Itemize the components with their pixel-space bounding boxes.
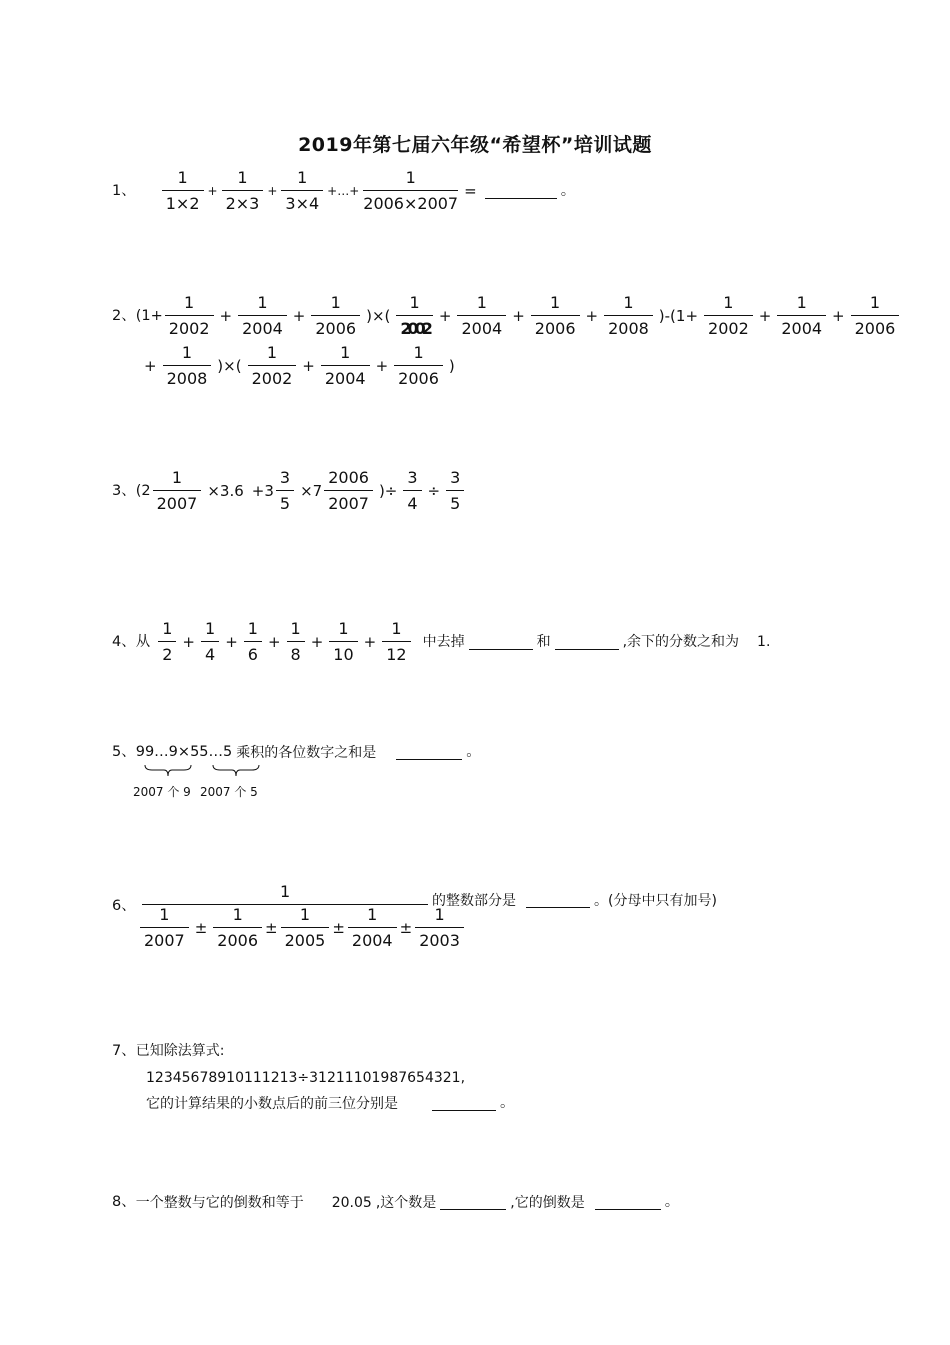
- value-twenty-point-zero-five: 20.05: [331, 1194, 372, 1211]
- numerator: 1: [177, 168, 188, 187]
- numerator: 1: [623, 293, 634, 312]
- period: 。: [500, 1095, 515, 1112]
- fives-number: 55…5: [190, 744, 233, 761]
- plus-sign: +: [292, 306, 306, 325]
- division-expression: 12345678910111213÷31211101987654321,: [146, 1070, 466, 1086]
- denominator: 2002: [396, 315, 433, 337]
- question-8: [112, 1195, 679, 1210]
- ellipsis-sign: +…+: [327, 184, 360, 198]
- fraction: [281, 170, 323, 212]
- paren-times: )×(: [217, 356, 242, 375]
- numerator: 1: [869, 293, 881, 312]
- fraction: [222, 170, 264, 212]
- text-first-three-decimals: 它的计算结果的小数点后的前三位分别是: [146, 1095, 398, 1112]
- question-number: 1、: [112, 182, 136, 199]
- numerator: 3: [450, 468, 461, 487]
- numerator: 1: [391, 619, 402, 638]
- answer-blank-1[interactable]: [469, 635, 533, 650]
- question-7-expression: [146, 1071, 465, 1085]
- brace-under-fives: [212, 764, 260, 778]
- page-title: 2019年第七届六年级“希望杯”培训试题: [298, 134, 652, 156]
- fraction: [382, 621, 410, 663]
- question-2: [112, 295, 901, 337]
- fraction: [329, 621, 357, 663]
- plus-sign: +: [375, 356, 389, 375]
- plus-sign: +: [310, 632, 324, 651]
- fraction: [244, 621, 262, 663]
- fraction: [457, 295, 506, 337]
- plus-minus-sign: ±: [265, 918, 278, 937]
- times-sign: ×: [177, 744, 191, 761]
- plus-sign: +: [182, 632, 195, 651]
- plus-sign: +: [225, 632, 238, 651]
- denominator: 2005: [281, 927, 330, 949]
- numerator: 1: [232, 905, 243, 924]
- denominator: 2004: [238, 315, 287, 337]
- numerator: 1: [413, 343, 424, 362]
- numerator: 1: [171, 468, 183, 487]
- plus-sign: +: [438, 306, 452, 325]
- question-3: [112, 470, 466, 512]
- fraction: [415, 907, 464, 949]
- plus-sign: +: [267, 184, 278, 198]
- fraction: [363, 170, 458, 212]
- numerator: 3: [279, 468, 291, 487]
- numerator: 1: [476, 293, 487, 312]
- plus-sign: +: [144, 356, 157, 375]
- plus-minus-sign: ±: [332, 918, 345, 937]
- denominator: 2007: [324, 490, 373, 512]
- answer-blank-reciprocal[interactable]: [595, 1195, 661, 1210]
- numerator: 1: [405, 168, 416, 187]
- plus-three: +3: [251, 481, 274, 500]
- fraction: [311, 295, 360, 337]
- paren-times: )×(: [366, 306, 391, 325]
- question-number: 6、: [112, 898, 136, 914]
- plus-minus-sign: ±: [194, 918, 208, 937]
- denominator: 4: [201, 641, 219, 663]
- open-paren-two: (2: [135, 482, 151, 499]
- fraction: [165, 295, 214, 337]
- numerator: 1: [159, 905, 170, 924]
- fraction: [238, 295, 287, 337]
- numerator: 1: [338, 619, 349, 638]
- numerator: 1: [184, 293, 195, 312]
- period: 。: [466, 744, 481, 761]
- denominator: 12: [382, 641, 410, 663]
- denominator: 2008: [604, 315, 653, 337]
- fraction: [287, 621, 305, 663]
- question-number: 3、: [112, 482, 136, 499]
- plus-sign: +: [363, 632, 377, 651]
- plus-sign: +: [585, 306, 599, 325]
- fraction: [604, 295, 653, 337]
- fraction: [162, 170, 204, 212]
- fraction: [276, 470, 294, 512]
- brace-under-nines: [144, 764, 192, 778]
- fraction: [531, 295, 580, 337]
- numerator: 1: [299, 905, 311, 924]
- denominator: 2004: [777, 315, 826, 337]
- denominator: 10: [329, 641, 357, 663]
- denominator: 2004: [348, 927, 397, 949]
- text-note: 。(分母中只有加号): [594, 892, 717, 909]
- denominator: 2004: [321, 365, 370, 387]
- denominator: 2×3: [222, 190, 264, 212]
- fraction: [248, 345, 297, 387]
- denominator: 2: [158, 641, 176, 663]
- text-sum-with-reciprocal: 一个整数与它的倒数和等于: [135, 1194, 304, 1211]
- question-number: 5、: [112, 744, 136, 761]
- text-its-reciprocal: ,它的倒数是: [510, 1194, 585, 1211]
- denominator: 2002: [704, 315, 753, 337]
- denominator: 5: [446, 490, 464, 512]
- fraction: [213, 907, 262, 949]
- denominator: 5: [276, 490, 294, 512]
- denominator: 2007: [140, 927, 189, 949]
- period: 。: [560, 182, 576, 199]
- denominator: 2006×2007: [363, 190, 458, 212]
- question-7-prompt: [146, 1096, 515, 1111]
- fraction: [321, 345, 370, 387]
- fraction: [403, 470, 421, 512]
- text-integer-part: 的整数部分是: [432, 892, 516, 909]
- fraction: [201, 621, 219, 663]
- plus-sign: +: [219, 306, 233, 325]
- fraction: [851, 295, 900, 337]
- numerator: 2006: [328, 468, 369, 487]
- numerator: 1: [340, 343, 351, 362]
- fraction: [163, 345, 212, 387]
- numerator: 1: [290, 619, 301, 638]
- numerator: 1: [297, 168, 308, 187]
- divide-sign: ÷: [427, 481, 441, 500]
- paren-minus: )-(1+: [658, 306, 699, 325]
- denominator: 2008: [163, 365, 212, 387]
- numerator: 1: [550, 293, 561, 312]
- fraction: [396, 295, 433, 337]
- denominator: 2003: [415, 927, 464, 949]
- plus-sign: +: [267, 632, 281, 651]
- plus-sign: +: [207, 184, 218, 198]
- denominator: 3×4: [281, 190, 323, 212]
- equals-sign: =: [464, 181, 477, 200]
- numerator: 1: [796, 293, 807, 312]
- numerator: 1: [266, 343, 278, 362]
- plus-sign: +: [302, 356, 315, 375]
- text-remove: 中去掉: [422, 634, 465, 650]
- text-this-number: ,这个数是: [375, 1194, 437, 1211]
- plus-sign: +: [758, 306, 772, 325]
- open-paren: (1+: [135, 307, 163, 324]
- numerator: 1: [723, 293, 734, 312]
- question-2-continued: [140, 345, 459, 387]
- text-remaining-sum: ,余下的分数之和为: [622, 634, 740, 650]
- fraction: [394, 345, 443, 387]
- big-fraction-bar: [142, 904, 428, 905]
- text-known-division: 已知除法算式:: [135, 1043, 225, 1060]
- answer-blank[interactable]: [526, 893, 590, 908]
- period: 。: [664, 1194, 680, 1211]
- denominator: 2006: [311, 315, 360, 337]
- numerator: 3: [407, 468, 418, 487]
- answer-blank[interactable]: [396, 745, 462, 760]
- numerator: 1: [247, 619, 258, 638]
- numerator: 1: [162, 619, 173, 638]
- question-4: [112, 621, 770, 663]
- text-from: 从: [135, 633, 151, 650]
- question-1: [112, 170, 575, 212]
- denominator: 2006: [394, 365, 443, 387]
- denominator: 2002: [248, 365, 297, 387]
- answer-blank-number[interactable]: [440, 1195, 506, 1210]
- numerator: 1: [330, 293, 341, 312]
- fraction: [446, 470, 464, 512]
- denominator: 2006: [531, 315, 580, 337]
- fraction: [140, 907, 189, 949]
- denominator: 1×2: [162, 190, 204, 212]
- question-6-text: [432, 893, 717, 908]
- text-and: 和: [536, 634, 551, 650]
- numerator: 1: [257, 293, 268, 312]
- question-number: 8、: [112, 1194, 136, 1211]
- denominator: 2002: [165, 315, 214, 337]
- denominator: 2007: [153, 490, 202, 512]
- numerator: 1: [434, 905, 445, 924]
- times-seven: ×7: [300, 481, 323, 500]
- denominator: 2004: [457, 315, 506, 337]
- numerator: 1: [205, 619, 216, 638]
- nines-number: 99…9: [135, 744, 178, 761]
- denominator: 4: [403, 490, 421, 512]
- denominator: 2006: [851, 315, 900, 337]
- numerator: 1: [409, 293, 420, 312]
- fraction: [153, 470, 202, 512]
- numerator: 1: [367, 905, 378, 924]
- question-7: [112, 1044, 224, 1059]
- question-5: [112, 745, 481, 760]
- denominator: 2006: [213, 927, 262, 949]
- fraction: [324, 470, 373, 512]
- question-number: 7、: [112, 1043, 136, 1059]
- numerator: 1: [181, 343, 193, 362]
- close-paren-divide: )÷: [378, 481, 398, 500]
- fraction: [281, 907, 330, 949]
- text-digit-sum: 乘积的各位数字之和是: [236, 744, 377, 761]
- plus-sign: +: [512, 306, 525, 325]
- big-numerator: 1: [280, 882, 291, 901]
- fraction: [704, 295, 753, 337]
- fraction: [348, 907, 397, 949]
- answer-blank[interactable]: [485, 184, 557, 199]
- question-number: 4、: [112, 633, 136, 650]
- label-fives-count: 2007 个 5: [200, 785, 258, 799]
- text-one: 1.: [757, 634, 771, 650]
- denominator: 8: [287, 641, 305, 663]
- denominator: 6: [244, 641, 262, 663]
- times-three-point-six: ×3.6: [207, 481, 244, 500]
- plus-minus-sign: ±: [399, 918, 413, 937]
- answer-blank-2[interactable]: [555, 635, 619, 650]
- fraction: [777, 295, 826, 337]
- question-6-denominator: [138, 907, 466, 949]
- numerator: 1: [237, 168, 248, 187]
- answer-blank[interactable]: [432, 1096, 496, 1111]
- question-number: 2、: [112, 307, 136, 324]
- plus-sign: +: [832, 306, 845, 325]
- close-paren: ): [448, 356, 455, 375]
- fraction: [158, 621, 176, 663]
- label-nines-count: 2007 个 9: [133, 785, 191, 799]
